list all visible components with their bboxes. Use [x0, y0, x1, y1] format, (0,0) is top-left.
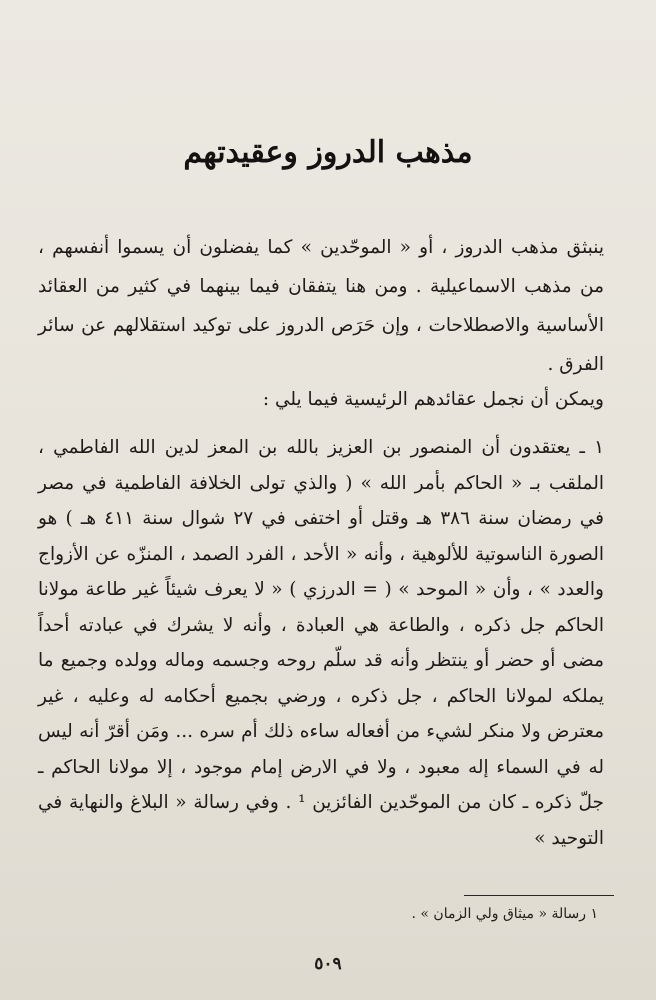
footnote: ١ رسالة « ميثاق ولي الزمان » .: [411, 906, 598, 922]
footnote-divider: [464, 895, 614, 896]
chapter-title: مذهب الدروز وعقيدتهم: [183, 135, 473, 170]
page-number: ٥٠٩: [314, 954, 342, 974]
intro-paragraph: ينبثق مذهب الدروز ، أو « الموحّدين » كما يفضلون أن يسموا أنفسهم ، من مذهب الاسماعيلية . ومن هنا يتفقان فيما بينهما في كثير من العقائد الأساسية والاصطلاحات ، وإن حَرَص الدروز على توكيد استقلالهم عن سائر الفرق .: [38, 237, 604, 375]
lead-paragraph: ويمكن أن نجمل عقائدهم الرئيسية فيما يلي :: [262, 389, 604, 410]
bleed-through-text: [60, 8, 616, 118]
belief-item-1: ١ ـ يعتقدون أن المنصور بن العزيز بالله بن المعز لدين الله الفاطمي ، الملقب بـ « الحاكم بأمر الله » ( والذي تولى الخلافة الفاطمية في مصر في رمضان سنة ٣٨٦ هـ وقتل أو اختفى في ٢٧ شوال سنة ٤١١ هـ ) هو الصورة الناسوتية للألوهية ، وأنه « الأحد ، الفرد الصمد ، المنزّه عن الأزواج والعدد » ، وأن « الموحد » ( = الدرزي ) « لا يعرف شيئاً غير طاعة مولانا الحاكم جل ذكره ، والطاعة هي العبادة ، وأنه لا يشرك في عبادته أحداً مضى أو حضر أو ينتظر وأنه قد سلّم روحه وجسمه وماله وولده وجميع ما يملكه لمولانا الحاكم ، جل ذكره ، ورضي بجميع أحكامه له وعليه ، غير معترض ولا منكر لشيء من أفعاله ساءه ذلك أم سره ... ومَن أقرّ أنه ليس له في السماء إله معبود ، ولا في الارض إمام موجود ، إلا مولانا الحاكم ـ جلّ ذكره ـ كان من الموحّدين الفائزين ¹ . وفي رسالة « البلاغ والنهاية في التوحيد »: [38, 437, 604, 849]
